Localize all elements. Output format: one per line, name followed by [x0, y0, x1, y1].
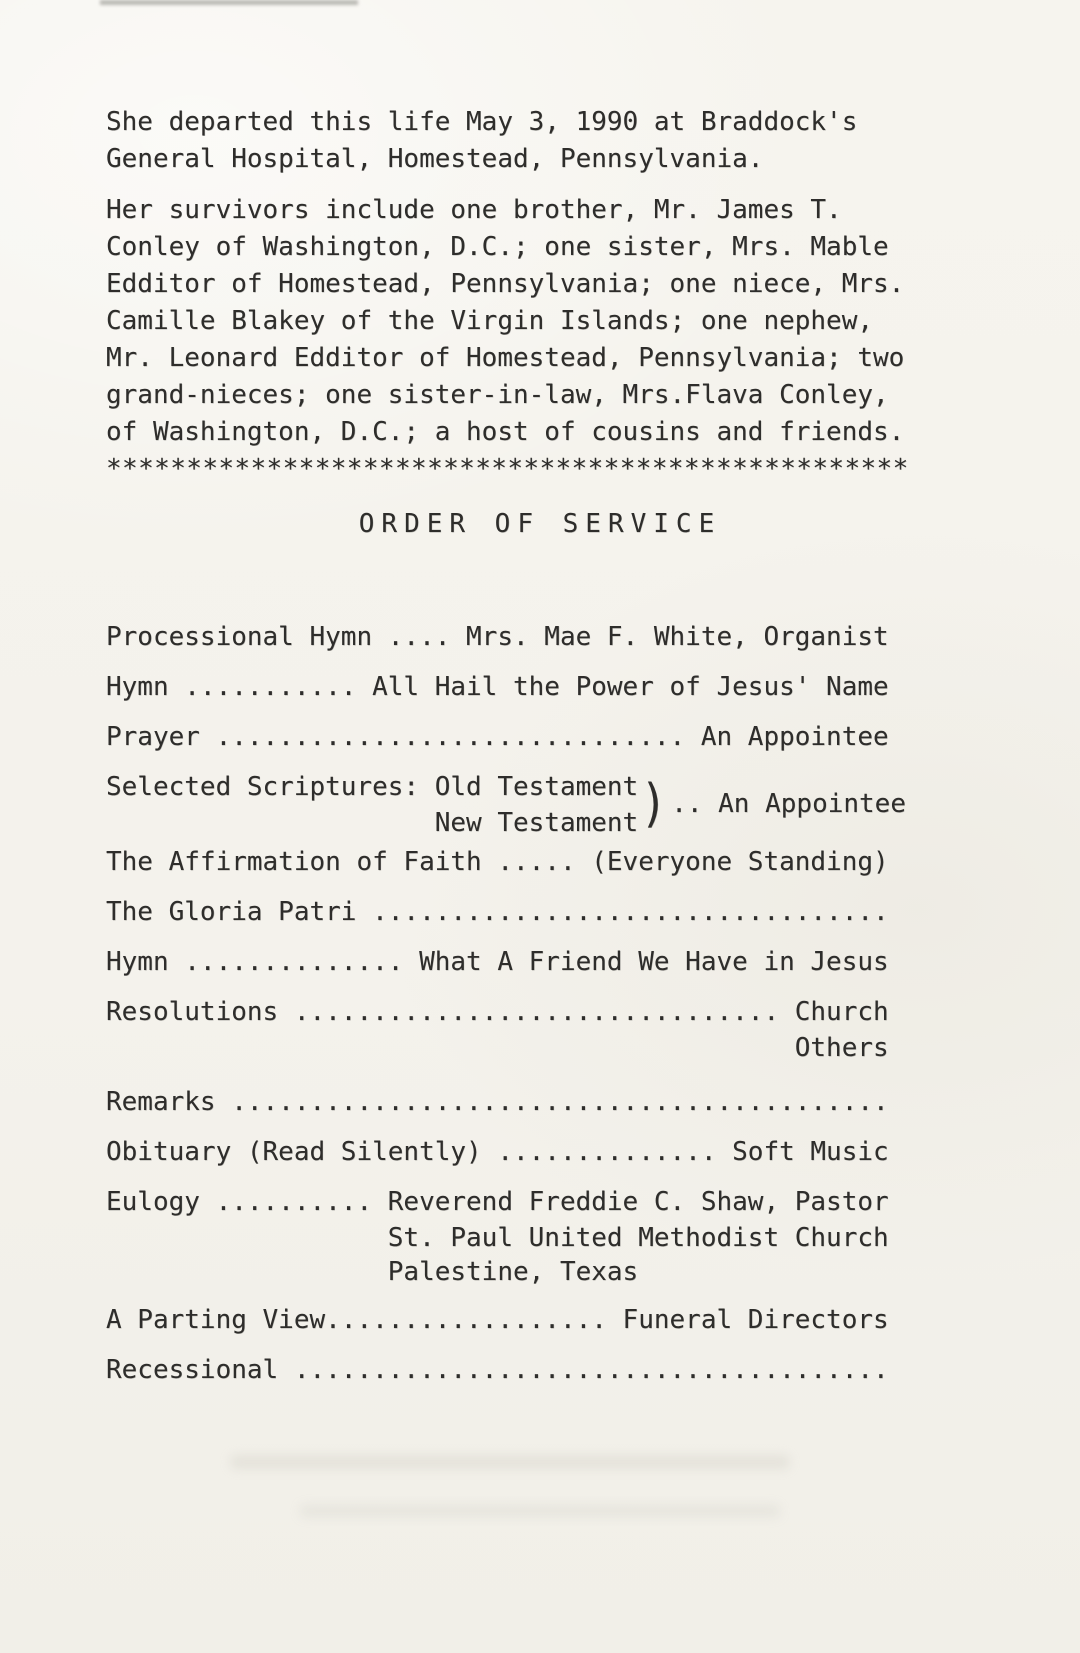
obituary-paragraph-departed: [106, 104, 906, 178]
service-item-parting-view: A Parting View.................. Funeral Directors: [106, 1305, 889, 1335]
scan-edge-artifact: [100, 0, 358, 5]
asterisk-divider: **************************************************: [106, 454, 909, 484]
text-line: Edditor of Homestead, Pennsylvania; one niece, Mrs.: [106, 269, 905, 299]
service-item-processional-hymn: Processional Hymn .... Mrs. Mae F. White, Organist: [106, 622, 889, 652]
obituary-paragraph-survivors: [106, 192, 906, 451]
bridging-parenthesis: ): [640, 774, 667, 834]
service-item-gloria-patri: The Gloria Patri .................................: [106, 897, 889, 927]
service-item-eulogy: [106, 1184, 906, 1289]
bleed-through-artifact: [230, 1455, 790, 1469]
text-line: New Testament: [106, 808, 639, 838]
service-item-remarks: Remarks ..........................................: [106, 1087, 889, 1117]
text-line: Conley of Washington, D.C.; one sister, Mrs. Mable: [106, 232, 889, 262]
service-item-hymn-what-a-friend: Hymn .............. What A Friend We Have in Jesus: [106, 947, 889, 977]
text-line: Her survivors include one brother, Mr. James T.: [106, 195, 842, 225]
text-line: of Washington, D.C.; a host of cousins and friends.: [106, 417, 905, 447]
service-item-resolutions: [106, 994, 906, 1065]
text-line: Camille Blakey of the Virgin Islands; one nephew,: [106, 306, 874, 336]
service-item-recessional: Recessional ......................................: [106, 1355, 889, 1385]
scriptures-assignee: .. An Appointee: [671, 789, 906, 819]
typewritten-text-block: [106, 104, 909, 1402]
service-item-affirmation-of-faith: The Affirmation of Faith ..... (Everyone Standing): [106, 847, 889, 877]
service-item-prayer: Prayer .............................. An Appointee: [106, 722, 889, 752]
text-line: Mr. Leonard Edditor of Homestead, Pennsylvania; two: [106, 343, 905, 373]
text-line: Resolutions ............................... Church: [106, 997, 889, 1027]
text-line: St. Paul United Methodist Church: [106, 1223, 889, 1253]
text-line: Palestine, Texas: [106, 1257, 639, 1287]
order-of-service-list: [106, 619, 906, 1389]
service-item-hymn-all-hail: Hymn ........... All Hail the Power of Jesus' Name: [106, 672, 889, 702]
service-item-selected-scriptures: [106, 769, 906, 840]
service-item-obituary-reading: Obituary (Read Silently) .............. Soft Music: [106, 1137, 889, 1167]
order-of-service-heading: ORDER OF SERVICE: [358, 509, 722, 539]
bleed-through-artifact: [300, 1505, 780, 1517]
text-line: Eulogy .......... Reverend Freddie C. Shaw, Pastor: [106, 1187, 889, 1217]
text-line: She departed this life May 3, 1990 at Braddock's: [106, 107, 858, 137]
text-line: Others: [106, 1033, 889, 1063]
text-line: Selected Scriptures: Old Testament: [106, 772, 639, 802]
text-line: grand-nieces; one sister-in-law, Mrs.Flava Conley,: [106, 380, 889, 410]
text-line: General Hospital, Homestead, Pennsylvania.: [106, 144, 764, 174]
